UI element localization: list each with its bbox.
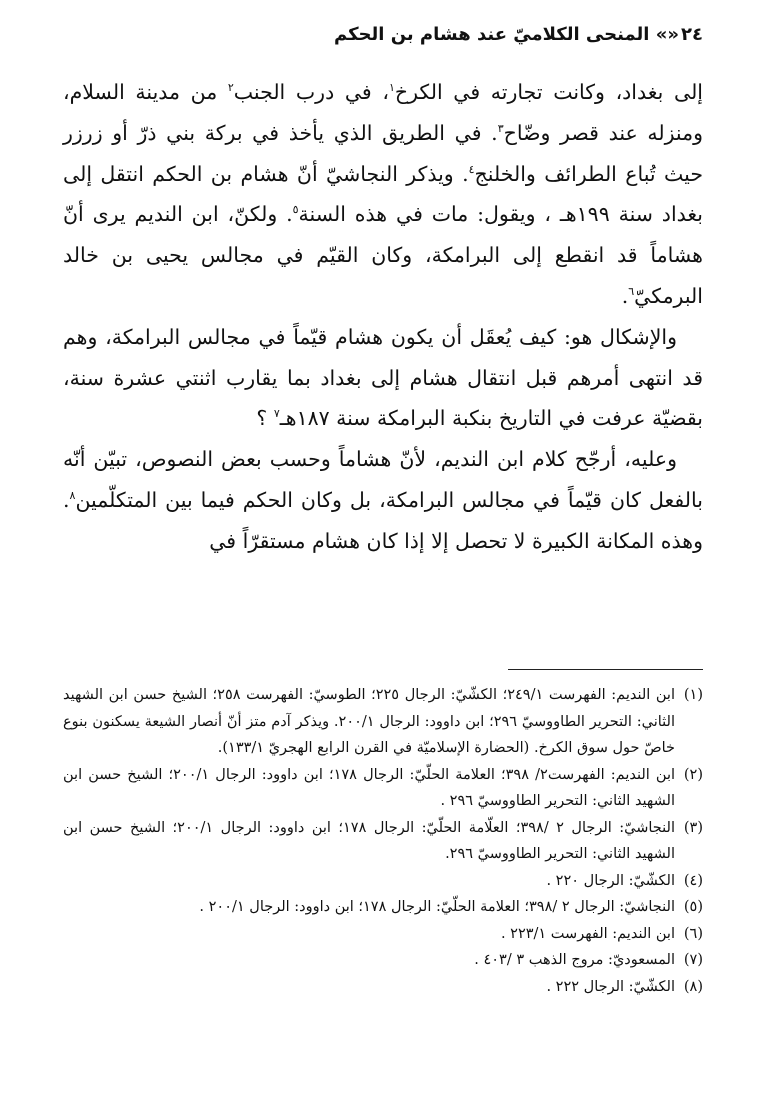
footnote-5 [63, 894, 703, 921]
footnote-ref-2[interactable]: ٢ [227, 81, 234, 95]
text-run: . في الطريق الذي يأخذ في بركة بني ذرّ أو زرزر حيث تُباع الطرائف والخلنج [63, 120, 703, 186]
text-run: من مدينة السلام، ومنزله عند قصر وضّاح [63, 80, 703, 145]
footnotes [63, 682, 703, 1000]
footnote-7 [63, 947, 703, 974]
footnote-ref-6[interactable]: ٦ [628, 285, 635, 299]
text-run: وعليه، أرجّح كلام ابن النديم، لأنّ هشاماً وحسب بعض النصوص، تبيّن أنّه بالفعل كان قيّماً في مجالس البرامكة، بل وكان الحكم فيما بين المتكلّمين [63, 447, 703, 512]
footnote-number: (٨) [683, 978, 703, 995]
footnote-3 [63, 815, 703, 868]
footnote-4 [63, 868, 703, 895]
footnote-text: ابن النديم: الفهرست٢/ ٣٩٨؛ العلامة الحلّيّ: الرجال ١٧٨؛ ابن داوود: الرجال ٢٠٠/١؛ الشيخ حسن ابن الشهيد الثاني: التحرير الطاووسيّ ٢٩٦ . [63, 766, 676, 809]
footnote-ref-5[interactable]: ٥ [292, 203, 299, 217]
text-run: . ويذكر النجاشيّ أنّ هشام بن الحكم انتقل إلى بغداد سنة ١٩٩هـ ، ويقول: مات في هذه السنة [63, 161, 703, 227]
paragraph-2 [63, 317, 703, 439]
footnote-text: الكشّيّ: الرجال ٢٢٠ . [546, 872, 675, 889]
text-run: . ولكنّ، ابن النديم يرى أنّ هشاماً قد انقطع إلى البرامكة، وكان القيّم في مجالس يحيى بن خالد البرمكيّ [63, 202, 703, 308]
footnote-text: المسعوديّ: مروج الذهب ٣ /٤٠٣ . [474, 952, 675, 968]
footnote-text: ابن النديم: الفهرست ٢٢٣/١ . [500, 925, 675, 942]
footnote-ref-1[interactable]: ١ [388, 81, 395, 95]
footnote-text: الكشّيّ: الرجال ٢٢٢ . [546, 978, 675, 995]
footnote-ref-3[interactable]: ٣ [497, 121, 504, 135]
header-ornament: «» [655, 24, 680, 45]
paragraph-1 [63, 72, 703, 317]
footnote-text: النجاشيّ: الرجال ٢ /٣٩٨؛ العلامة الحلّيّ: الرجال ١٧٨؛ ابن داوود: الرجال ٢٠٠/١ . [199, 899, 675, 915]
footnote-ref-7[interactable]: ٧ [273, 407, 280, 421]
footnote-ref-4[interactable]: ٤ [468, 162, 475, 176]
footnote-number: (٦) [683, 925, 703, 942]
page-number: ٢٤ [681, 24, 703, 45]
paragraph-3 [63, 439, 703, 561]
footnote-number: (٢) [683, 766, 704, 783]
text-run: إلى بغداد، وكانت تجارته في الكرخ [394, 80, 704, 104]
footnote-separator [508, 669, 703, 670]
text-run: ؟ [256, 406, 274, 431]
footnote-2 [63, 762, 703, 815]
running-title: المنحى الكلاميّ عند هشام بن الحكم [333, 24, 650, 45]
main-text [63, 72, 703, 562]
text-run: ، في درب الجنب [233, 80, 389, 104]
footnote-text: النجاشيّ: الرجال ٢ /٣٩٨؛ العلّامة الحلّيّ: الرجال ١٧٨؛ ابن داوود: الرجال ٢٠٠/١؛ الشيخ حسن ابن الشهيد الثاني: التحرير الطاووسيّ ٢٩٦. [63, 819, 675, 862]
footnote-number: (٥) [683, 899, 703, 915]
footnote-ref-8[interactable]: ٨ [69, 489, 76, 503]
footnote-6 [63, 921, 703, 948]
footnote-number: (٣) [683, 819, 703, 836]
running-header [63, 24, 703, 45]
footnote-number: (٧) [683, 952, 703, 968]
footnote-number: (٤) [683, 872, 703, 889]
footnote-8 [63, 974, 703, 1001]
text-run: والإشكال هو: كيف يُعقَل أن يكون هشام قيّماً في مجالس البرامكة، وهم قد انتهى أمرهم قبل انتقال هشام إلى بغداد بما يقارب اثنتي عشرة سنة، بقضيّة عرفت في التاريخ بنكبة البرامكة سنة ١٨٧هـ [63, 324, 703, 431]
footnote-text: ابن النديم: الفهرست ٢٤٩/١؛ الكشّيّ: الرجال ٢٢٥؛ الطوسيّ: الفهرست ٢٥٨؛ الشيخ حسن ابن الشهيد الثاني: التحرير الطاووسيّ ٢٩٦؛ ابن داوود: الرجال ٢٠٠/١. ويذكر آدم متز أنّ أنصار الشيعة يسكنون بنوع خاصّ حول سوق الكرخ. (الحضارة الإسلاميّة في القرن الرابع الهجريّ ١٣٣/١). [63, 687, 675, 756]
footnote-1 [63, 682, 703, 762]
footnote-number: (١) [683, 687, 703, 703]
text-run: . وهذه المكانة الكبيرة لا تحصل إلا إذا كان هشام مستقرّاً في [63, 487, 703, 553]
text-run: . [621, 283, 629, 308]
